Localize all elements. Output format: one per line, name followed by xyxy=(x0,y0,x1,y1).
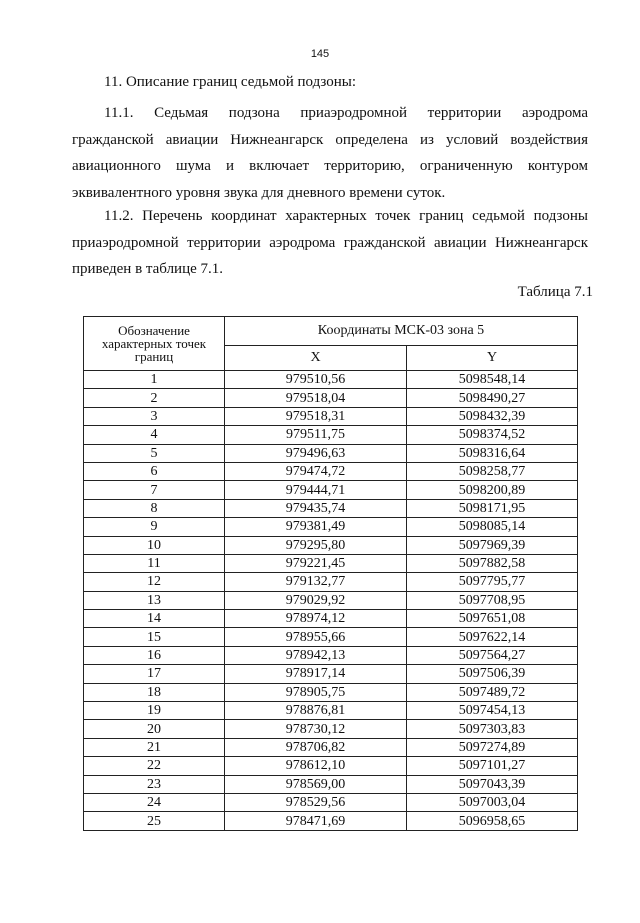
y-coordinate-cell: 5098200,89 xyxy=(407,481,578,499)
x-coordinate-cell: 979518,04 xyxy=(225,389,407,407)
table-row xyxy=(84,536,578,554)
point-number-cell: 14 xyxy=(84,610,225,628)
x-coordinate-cell: 978471,69 xyxy=(225,812,407,830)
x-coordinate-cell: 978974,12 xyxy=(225,610,407,628)
x-coordinate-cell: 978905,75 xyxy=(225,683,407,701)
y-coordinate-cell: 5098432,39 xyxy=(407,407,578,425)
x-coordinate-cell: 978706,82 xyxy=(225,738,407,756)
table-row xyxy=(84,646,578,664)
x-column-header: X xyxy=(225,346,407,371)
x-coordinate-cell: 978569,00 xyxy=(225,775,407,793)
point-number-cell: 13 xyxy=(84,591,225,609)
x-coordinate-cell: 978612,10 xyxy=(225,757,407,775)
point-number-cell: 3 xyxy=(84,407,225,425)
y-coordinate-cell: 5098374,52 xyxy=(407,426,578,444)
y-coordinate-cell: 5096958,65 xyxy=(407,812,578,830)
paragraph-11-2: 11.2. Перечень координат характерных точек границ седьмой подзоны приаэродромной территории аэродрома гражданской авиации Нижнеангарск приведен в таблице 7.1. xyxy=(72,208,588,277)
table-row xyxy=(84,702,578,720)
table-row xyxy=(84,573,578,591)
table-row xyxy=(84,610,578,628)
y-coordinate-cell: 5097274,89 xyxy=(407,738,578,756)
point-number-cell: 17 xyxy=(84,665,225,683)
table-row xyxy=(84,775,578,793)
y-coordinate-cell: 5097708,95 xyxy=(407,591,578,609)
point-number-cell: 5 xyxy=(84,444,225,462)
y-coordinate-cell: 5097651,08 xyxy=(407,610,578,628)
table-row xyxy=(84,757,578,775)
y-coordinate-cell: 5097454,13 xyxy=(407,702,578,720)
x-coordinate-cell: 979444,71 xyxy=(225,481,407,499)
table-row xyxy=(84,683,578,701)
y-column-header: Y xyxy=(407,346,578,371)
table-row xyxy=(84,407,578,425)
table-caption: Таблица 7.1 xyxy=(517,284,593,300)
y-coordinate-cell: 5098258,77 xyxy=(407,462,578,480)
point-number-cell: 10 xyxy=(84,536,225,554)
y-coordinate-cell: 5098171,95 xyxy=(407,499,578,517)
x-coordinate-cell: 978529,56 xyxy=(225,793,407,811)
point-number-cell: 19 xyxy=(84,702,225,720)
x-coordinate-cell: 979496,63 xyxy=(225,444,407,462)
point-number-cell: 20 xyxy=(84,720,225,738)
table-body xyxy=(84,371,578,831)
x-coordinate-cell: 979510,56 xyxy=(225,371,407,389)
point-number-cell: 18 xyxy=(84,683,225,701)
point-number-cell: 24 xyxy=(84,793,225,811)
point-label-header: Обозначение характерных точек границ xyxy=(84,317,225,371)
table-row xyxy=(84,720,578,738)
y-coordinate-cell: 5097043,39 xyxy=(407,775,578,793)
table-row xyxy=(84,389,578,407)
point-number-cell: 22 xyxy=(84,757,225,775)
point-number-cell: 9 xyxy=(84,518,225,536)
point-number-cell: 21 xyxy=(84,738,225,756)
x-coordinate-cell: 979029,92 xyxy=(225,591,407,609)
table-row xyxy=(84,812,578,830)
y-coordinate-cell: 5097969,39 xyxy=(407,536,578,554)
point-number-cell: 6 xyxy=(84,462,225,480)
x-coordinate-cell: 978955,66 xyxy=(225,628,407,646)
y-coordinate-cell: 5097303,83 xyxy=(407,720,578,738)
table-row xyxy=(84,499,578,517)
point-number-cell: 2 xyxy=(84,389,225,407)
y-coordinate-cell: 5098316,64 xyxy=(407,444,578,462)
table-row xyxy=(84,591,578,609)
x-coordinate-cell: 978942,13 xyxy=(225,646,407,664)
y-coordinate-cell: 5097003,04 xyxy=(407,793,578,811)
table-row xyxy=(84,793,578,811)
x-coordinate-cell: 979381,49 xyxy=(225,518,407,536)
table-row xyxy=(84,462,578,480)
y-coordinate-cell: 5097506,39 xyxy=(407,665,578,683)
y-coordinate-cell: 5097622,14 xyxy=(407,628,578,646)
y-coordinate-cell: 5098085,14 xyxy=(407,518,578,536)
x-coordinate-cell: 978730,12 xyxy=(225,720,407,738)
page-number: 145 xyxy=(310,48,330,60)
y-coordinate-cell: 5098490,27 xyxy=(407,389,578,407)
section-heading: 11. Описание границ седьмой подзоны: xyxy=(104,74,356,90)
y-coordinate-cell: 5097882,58 xyxy=(407,554,578,572)
table-row xyxy=(84,426,578,444)
point-number-cell: 4 xyxy=(84,426,225,444)
coordinates-group-header: Координаты МСК-03 зона 5 xyxy=(225,317,578,346)
table-row xyxy=(84,738,578,756)
point-number-cell: 1 xyxy=(84,371,225,389)
x-coordinate-cell: 979474,72 xyxy=(225,462,407,480)
x-coordinate-cell: 978876,81 xyxy=(225,702,407,720)
table-row xyxy=(84,554,578,572)
table-row xyxy=(84,518,578,536)
point-number-cell: 23 xyxy=(84,775,225,793)
table-row xyxy=(84,371,578,389)
point-number-cell: 25 xyxy=(84,812,225,830)
y-coordinate-cell: 5097489,72 xyxy=(407,683,578,701)
y-coordinate-cell: 5098548,14 xyxy=(407,371,578,389)
point-number-cell: 8 xyxy=(84,499,225,517)
point-number-cell: 7 xyxy=(84,481,225,499)
table-row xyxy=(84,444,578,462)
point-number-cell: 12 xyxy=(84,573,225,591)
y-coordinate-cell: 5097101,27 xyxy=(407,757,578,775)
x-coordinate-cell: 979518,31 xyxy=(225,407,407,425)
table-row xyxy=(84,481,578,499)
x-coordinate-cell: 979435,74 xyxy=(225,499,407,517)
x-coordinate-cell: 978917,14 xyxy=(225,665,407,683)
point-number-cell: 15 xyxy=(84,628,225,646)
point-number-cell: 11 xyxy=(84,554,225,572)
point-number-cell: 16 xyxy=(84,646,225,664)
table-row xyxy=(84,628,578,646)
coordinates-table xyxy=(83,316,578,831)
y-coordinate-cell: 5097564,27 xyxy=(407,646,578,664)
x-coordinate-cell: 979132,77 xyxy=(225,573,407,591)
x-coordinate-cell: 979511,75 xyxy=(225,426,407,444)
y-coordinate-cell: 5097795,77 xyxy=(407,573,578,591)
table-row xyxy=(84,665,578,683)
x-coordinate-cell: 979221,45 xyxy=(225,554,407,572)
x-coordinate-cell: 979295,80 xyxy=(225,536,407,554)
paragraph-11-1: 11.1. Седьмая подзона приаэродромной территории аэродрома гражданской авиации Нижнеангарск определена из условий воздействия авиационного шума и включает территорию, ограниченную контуром эквивалентного уровня звука для дневного времени суток. xyxy=(72,105,588,201)
